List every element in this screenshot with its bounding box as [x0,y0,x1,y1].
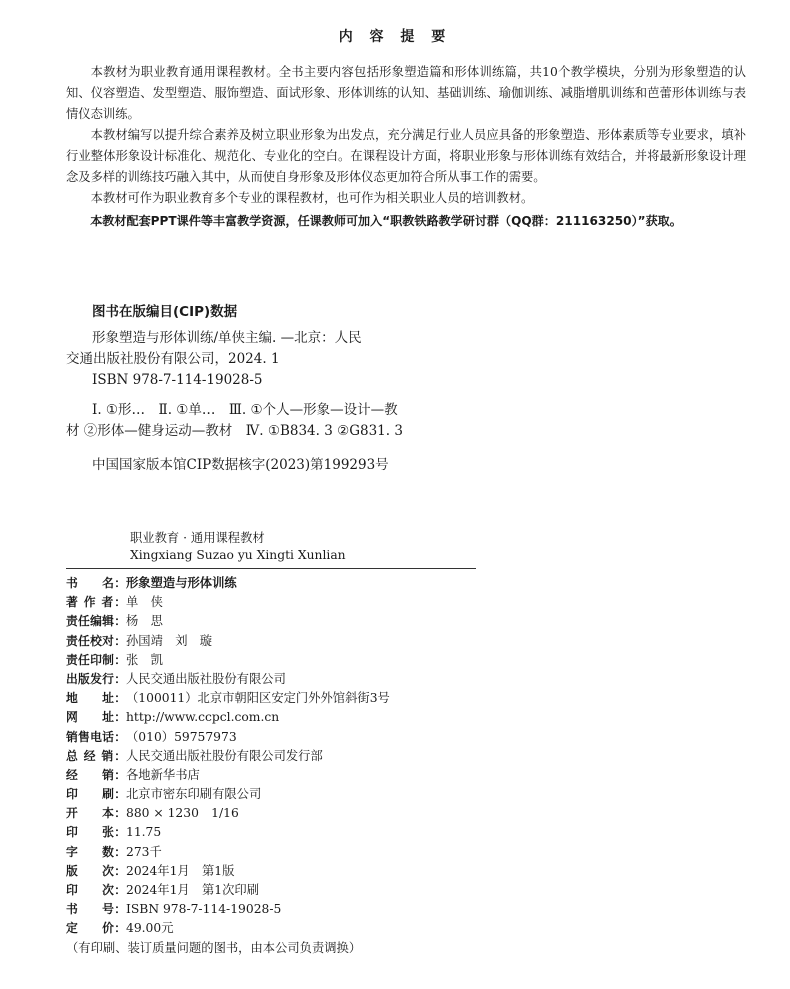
colophon-row-isbn: 书 号：ISBN 978-7-114-19028-5 [66,902,282,917]
colophon-row-address: 地 址：（100011）北京市朝阳区安定门外外馆斜街3号 [66,691,390,706]
cip-line-2: 交通出版社股份有限公司，2024. 1 [66,351,280,367]
colophon-row-price: 定 价：49.00元 [66,921,174,936]
colophon-row-print-supervisor: 责任印制：张 凯 [66,652,163,667]
colophon-row-word-count: 字 数：273千 [66,844,162,859]
quality-note: （有印刷、装订质量问题的图书，由本公司负责调换） [66,940,362,955]
colophon-row-printer: 印 刷：北京市密东印刷有限公司 [66,787,262,802]
colophon-row-edition: 版 次：2024年1月 第1版 [66,863,235,878]
summary-paragraph-1: 本教材为职业教育通用课程教材。全书主要内容包括形象塑造篇和形体训练篇，共10个教学模块，分别为形象塑造的认知、仪容塑造、发型塑造、服饰塑造、面试形象、形体训练的认知、基础训练、瑜伽训练、减脂增肌训练和芭蕾形体训练与表情仪态训练。 [66,65,746,121]
summary-paragraph-3: 本教材可作为职业教育多个专业的课程教材，也可作为相关职业人员的培训教材。 [90,191,534,205]
colophon-row-printing: 印 次：2024年1月 第1次印刷 [66,883,260,897]
colophon-row-author: 著 作 者：单 侠 [66,595,163,610]
colophon-row-sheets: 印 张：11.75 [66,825,162,840]
page-heading: 内 容 提 要 [338,29,452,45]
colophon-row-general-distributor: 总 经 销：人民交通出版社股份有限公司发行部 [66,748,323,763]
series-name: 职业教育 · 通用课程教材 [130,531,265,545]
cip-line-5: 材 ②形体—健身运动—教材 Ⅳ. ①B834. 3 ②G831. 3 [66,423,403,439]
cip-line-6: 中国国家版本馆CIP数据核字(2023)第199293号 [92,457,389,473]
cip-data [66,328,466,476]
colophon-row-title: 书 名：形象塑造与形体训练 [66,576,237,590]
colophon-row-publisher: 出版发行：人民交通出版社股份有限公司 [66,671,286,686]
colophon-row-distributor: 经 销：各地新华书店 [66,767,200,782]
series-pinyin: Xingxiang Suzao yu Xingti Xunlian [130,548,346,562]
colophon-row-format: 开 本：880 × 1230 1/16 [66,806,239,821]
colophon-row-editor: 责任编辑：杨 思 [66,614,163,629]
summary-paragraph-4: 本教材配套PPT课件等丰富教学资源，任课教师可加入“职教铁路教学研讨群（QQ群：211163250）”获取。 [90,214,682,228]
cip-line-3: ISBN 978-7-114-19028-5 [92,372,263,388]
colophon-rows [66,574,526,958]
colophon-row-sales-phone: 销售电话：（010）59757973 [66,729,237,744]
colophon-row-website: 网 址：http://www.ccpcl.com.cn [66,710,280,725]
cip-line-4: Ⅰ. ①形… Ⅱ. ①单… Ⅲ. ①个人—形象—设计—教 [92,402,398,418]
cip-title: 图书在版编目(CIP)数据 [92,304,238,320]
content-summary [66,62,746,232]
colophon-row-proofreader: 责任校对：孙国靖 刘 璇 [66,633,213,648]
divider-rule [66,568,476,569]
cip-line-1: 形象塑造与形体训练/单侠主编. —北京：人民 [92,330,362,346]
summary-paragraph-2: 本教材编写以提升综合素养及树立职业形象为出发点，充分满足行业人员应具备的形象塑造、形体素质等专业要求，填补行业整体形象设计标准化、规范化、专业化的空白。在课程设计方面，将职业形象与形体训练有效结合，并将最新形象设计理念及多样的训练技巧融入其中，从而使自身形象及形体仪态更加符合所从事工作的需要。 [66,128,746,184]
